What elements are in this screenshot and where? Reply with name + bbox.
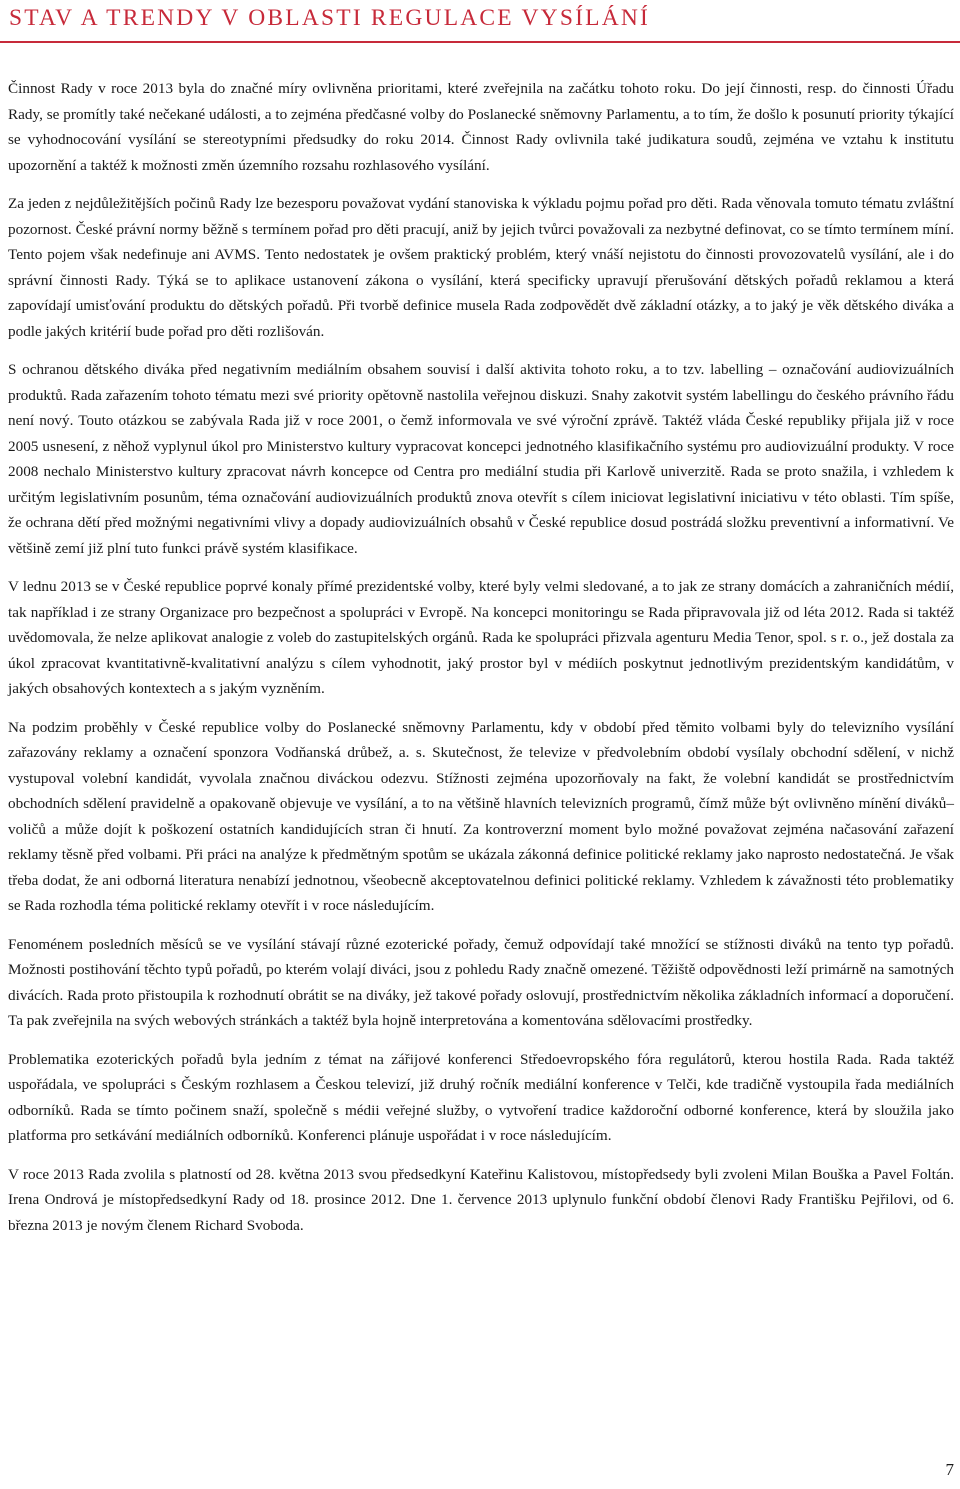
- paragraph-parliament-election: Na podzim proběhly v České republice volby do Poslanecké sněmovny Parlamentu, kdy v období před těmito volbami byly do televizního vysílání zařazovány reklamy a označení sponzora Vodňanská drůbež, a. s. Skutečnost, že televize v předvolebním období vysílaly obchodní sdělení, v nichž vystupoval volební kandidát, vyvolala značnou diváckou odezvu. Stížnosti zejména upozorňovaly na fakt, že volební kandidát se prostřednictvím obchodních sdělení pravidelně a opakovaně objevuje ve vysílání, a to na většině hlavních televizních programů, čímž může být ovlivněno mínění diváků–voličů a může dojít k poškození ostatních kandidujících stran či hnutí. Za kontroverzní moment bylo možné považovat zejména načasování zařazení reklamy těsně před volbami. Při práci na analýze k předmětným spotům se ukázala zákonná definice politické reklamy jako naprosto nedostatečná. Je však třeba dodat, že ani odborná literatura nenabízí jednotnou, všeobecně akceptovatelnou definici politické reklamy. Vzhledem k závažnosti této problematiky se Rada rozhodla téma politické reklamy otevřít i v roce následujícím.: [8, 718, 954, 914]
- paragraph-presidential-election: V lednu 2013 se v České republice poprvé konaly přímé prezidentské volby, které byly velmi sledované, a to jak ze strany domácích a zahraničních médií, tak například i ze strany Organizace pro bezpečnost a spolupráci v Evropě. Na koncepci monitoringu se Rada připravovala již od léta 2012. Rada si taktéž uvědomovala, že nelze aplikovat analogie z voleb do zastupitelských orgánů. Rada ke spolupráci přizvala agenturu Media Tenor, spol. s r. o., jež dostala za úkol zpracovat kvantitativně-kvalitativní analýzu s cílem vyhodnotit, jaký prostor byl v médiích poskytnut jednotlivým prezidentským kandidátům, v jakých obsahových kontextech a s jakým vyzněním.: [8, 578, 954, 697]
- page-number: 7: [945, 1460, 954, 1479]
- paragraph-priorities: Činnost Rady v roce 2013 byla do značné míry ovlivněna prioritami, které zveřejnila na začátku tohoto roku. Do její činnosti, resp. do činnosti Úřadu Rady, se promítly také nečekané události, a to zejména předčasné volby do Poslanecké sněmovny Parlamentu, a to tím, že došlo k posunutí priority týkající se vyhodnocování vysílání se stereotypními předsudky do roku 2014. Činnost Rady ovlivnila také judikatura soudů, zejména ve vztahu k institutu upozornění a taktéž k možnosti změn územního rozsahu rozhlasového vysílání.: [8, 80, 954, 174]
- document-body: [8, 76, 954, 1251]
- paragraph-children-program: Za jeden z nejdůležitějších počinů Rady lze bezesporu považovat vydání stanoviska k výkladu pojmu pořad pro děti. Rada věnovala tomuto tématu zvláštní pozornost. České právní normy běžně s termínem pořad pro děti pracují, aniž by jejich tvůrci považovali za nezbytné definovat, co se tímto termínem míní. Tento pojem však nedefinuje ani AVMS. Tento nedostatek je ovšem praktický problém, který vnáší nejistotu do činnosti provozovatelů vysílání, ale i do správní činnosti Rady. Týká se to aplikace ustanovení zákona o vysílání, která specificky upravují přerušování dětských pořadů reklamou a která zapovídají umisťování produktu do dětských pořadů. Při tvorbě definice musela Rada zodpovědět dvě základní otázky, a to jaký je věk dětského diváka a podle jakých kritérií bude pořad pro děti rozlišován.: [8, 195, 954, 340]
- paragraph-conference: Problematika ezoterických pořadů byla jedním z témat na zářijové konferenci Středoevropského fóra regulátorů, kterou hostila Rada. Rada taktéž uspořádala, ve spolupráci s Českým rozhlasem a Českou televizí, již druhý ročník mediální konference v Telči, kde tradičně vystoupila řada mediálních odborníků. Rada se tímto počinem snaží, společně s médii veřejné služby, o vytvoření tradice každoroční odborné konference, která by sloužila jako platforma pro setkávání mediálních odborníků. Konferenci plánuje uspořádat i v roce následujícím.: [8, 1050, 954, 1144]
- paragraph-esoteric-programs: Fenoménem posledních měsíců se ve vysílání stávají různé ezoterické pořady, čemuž odpovídají také množící se stížnosti diváků na tento typ pořadů. Možnosti postihování těchto typů pořadů, po kterém volají diváci, jsou z pohledu Rady značně omezené. Těžiště odpovědnosti leží primárně na samotných divácích. Rada proto přistoupila k rozhodnutí obrátit se na diváky, jež takové pořady oslovují, prostřednictvím několika základních informací a doporučení. Ta pak zveřejnila na svých webových stránkách a taktéž byla hojně interpretována a komentována sdělovacími prostředky.: [8, 935, 954, 1029]
- paragraph-council-members: V roce 2013 Rada zvolila s platností od 28. května 2013 svou předsedkyní Kateřinu Kalistovou, místopředsedy byli zvoleni Milan Bouška a Pavel Foltán. Irena Ondrová je místopředsedkyní Rady od 18. prosince 2012. Dne 1. července 2013 uplynulo funkční období členovi Rady Františku Pejřilovi, od 6. března 2013 je novým členem Richard Svoboda.: [8, 1165, 954, 1234]
- page-title: STAV A TRENDY V OBLASTI REGULACE VYSÍLÁNÍ: [9, 5, 651, 31]
- title-divider: [0, 41, 960, 43]
- paragraph-labelling: S ochranou dětského diváka před negativním mediálním obsahem souvisí i další aktivita tohoto roku, a to tzv. labelling – označování audiovizuálních produktů. Rada zařazením tohoto tématu mezi své priority opětovně nastolila veřejnou diskuzi. Snahy zakotvit systém labellingu do českého právního řádu není nový. Touto otázkou se zabývala Rada již v roce 2001, o čemž informovala ve své výroční zprávě. Taktéž vláda České republiky přijala již v roce 2005 usnesení, z něhož vyplynul úkol pro Ministerstvo kultury vypracovat koncepci jednotného klasifikačního systému pro audiovizuální produkty. V roce 2008 nechalo Ministerstvo kultury zpracovat návrh koncepce od Centra pro mediální studia při Karlově univerzitě. Rada se proto snažila, i vzhledem k určitým legislativním posunům, téma označování audiovizuálních produktů znova otevřít s cílem iniciovat legislativní iniciativu v této oblasti. Tím spíše, že ochrana dětí před možnými negativními vlivy a dopady audiovizuálních obsahů v České republice dosud postrádá složku preventivní a informativní. Ve většině zemí již plní tuto funkci právě systém klasifikace.: [8, 361, 954, 557]
